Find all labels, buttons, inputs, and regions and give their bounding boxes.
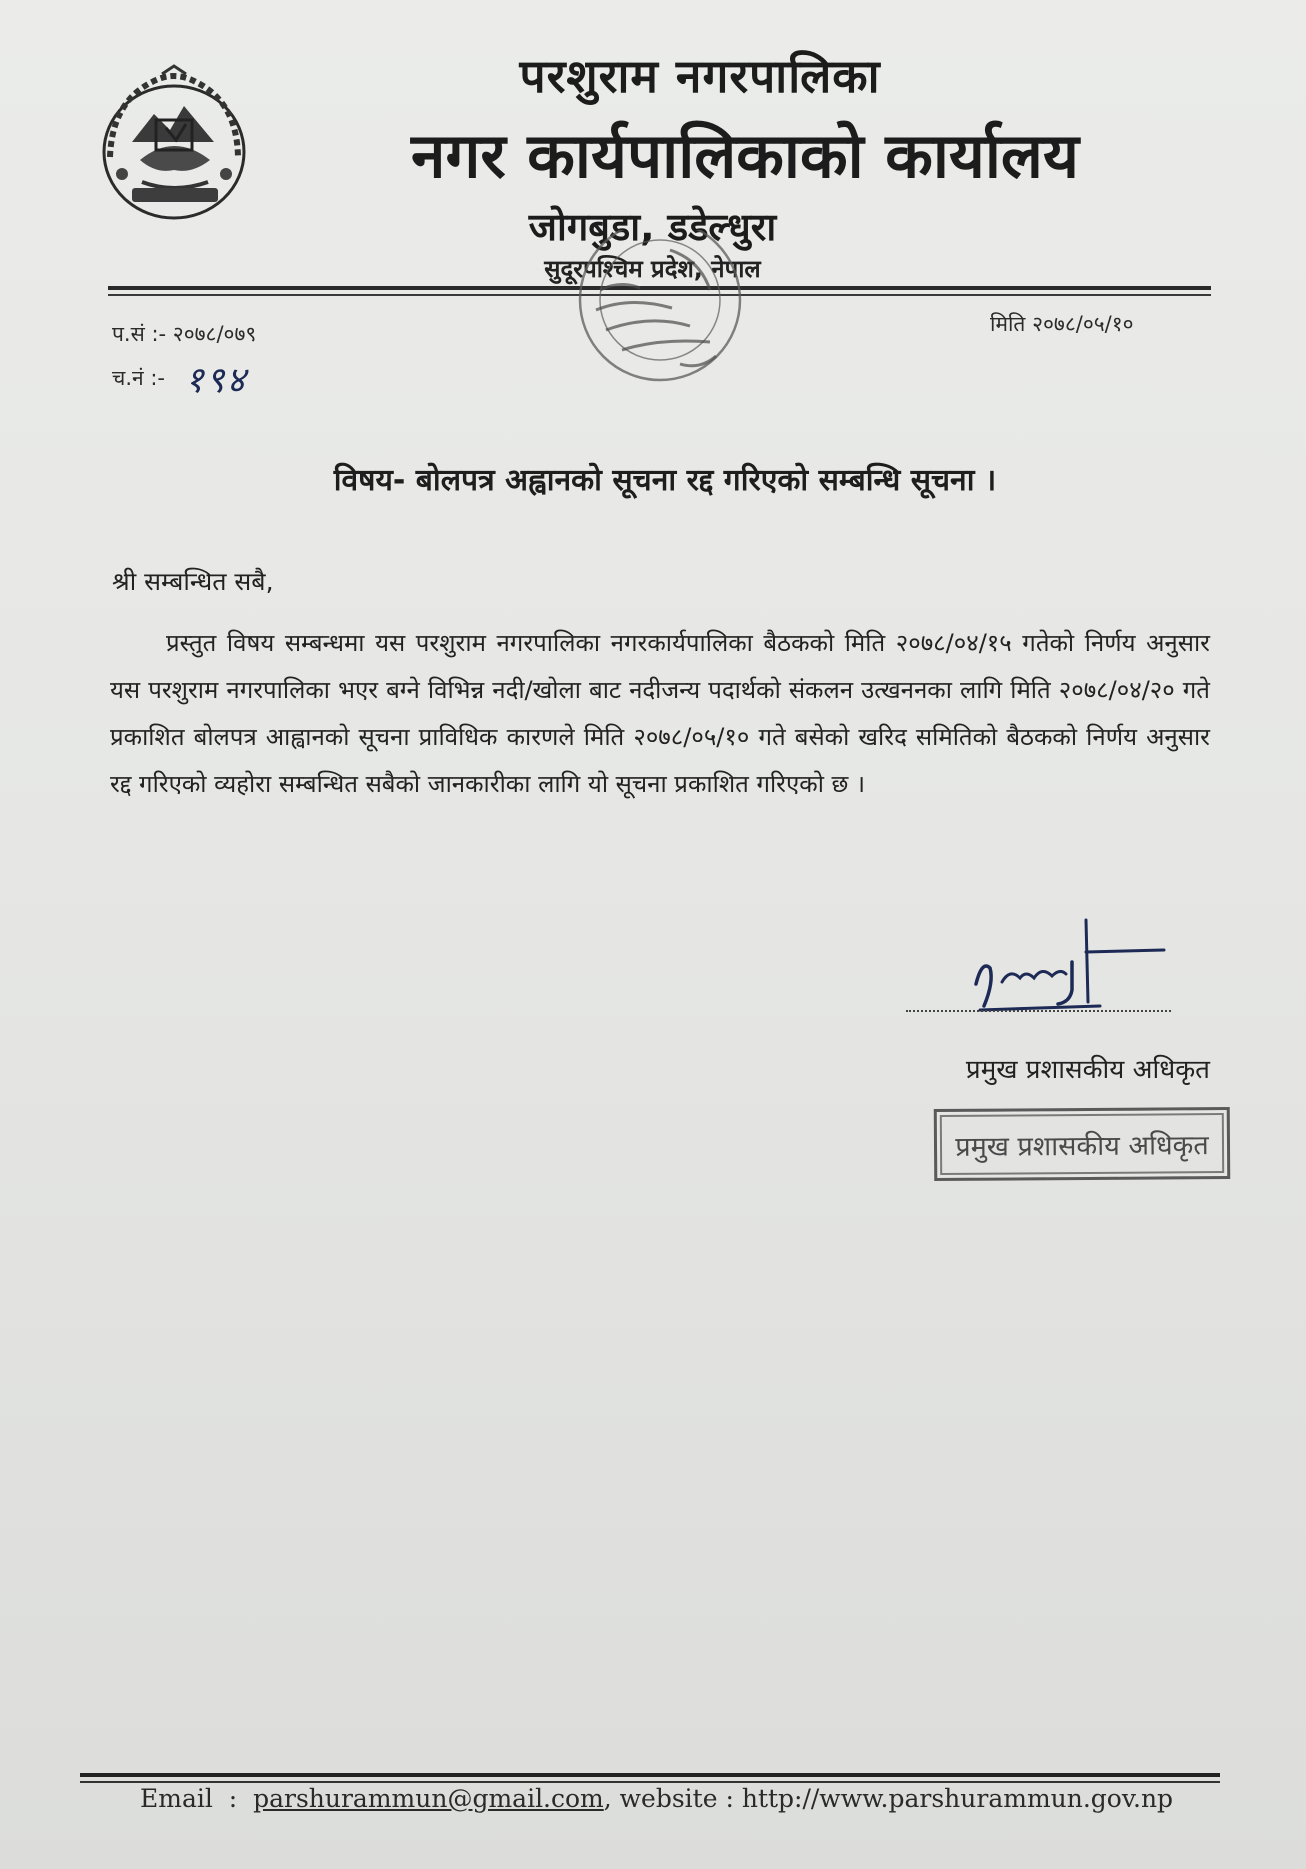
website-link[interactable]: http://www.parshurammun.gov.np xyxy=(741,1784,1174,1813)
footer-rule-thin xyxy=(80,1781,1220,1783)
designation-stamp: प्रमुख प्रशासकीय अधिकृत xyxy=(934,1107,1230,1181)
office-location: जोगबुडा, डडेल्धुरा xyxy=(528,205,777,249)
letter-body: प्रस्तुत विषय सम्बन्धमा यस परशुराम नगरपालिका नगरकार्यपालिका बैठकको मिति २०७८/०४/१५ गतेको निर्णय अनुसार यस परशुराम नगरपालिका भएर बग्ने विभिन्न नदी/खोला बाट नदीजन्य पदार्थको संकलन उत्खननका लागि मिति २०७८/०४/२० गते प्रकाशित बोलपत्र आह्वानको सूचना प्राविधिक कारणले मिति २०७८/०५/१० गते बसेको खरिद समितिको बैठकको निर्णय अनुसार रद्द गरिएको व्यहोरा सम्बन्धित सबैको जानकारीका लागि यो सूचना प्रकाशित गरिएको छ । xyxy=(110,629,1210,798)
footer-contact xyxy=(140,1784,1240,1813)
salutation: श्री सम्बन्धित सबै, xyxy=(112,567,274,596)
office-name: नगर कार्यपालिकाको कार्यालय xyxy=(411,119,1079,192)
signatory-title: प्रमुख प्रशासकीय अधिकृत xyxy=(965,1055,1210,1085)
office-province: सुदूरपश्चिम प्रदेश, नेपाल xyxy=(544,255,761,283)
footer-rule xyxy=(80,1773,1220,1777)
email-label: Email xyxy=(140,1784,213,1813)
email-separator: : xyxy=(220,1784,246,1813)
reference-number: प.सं :- २०७८/०७९ xyxy=(112,322,257,346)
email-link[interactable]: parshurammun@gmail.com xyxy=(253,1784,604,1813)
letter-date: मिति २०७८/०५/१० xyxy=(990,312,1134,336)
dispatch-number-handwritten: १९४ xyxy=(185,360,248,401)
signature-line xyxy=(906,1010,1171,1012)
letter-subject: विषय- बोलपत्र अह्वानको सूचना रद्द गरिएको सम्बन्धि सूचना । xyxy=(333,463,997,498)
website-label: , website : xyxy=(603,1784,742,1813)
signature-icon xyxy=(960,912,1180,1022)
dispatch-number-label: च.नं :- xyxy=(112,366,165,390)
municipality-name: परशुराम नगरपालिका xyxy=(519,49,881,103)
nepal-emblem-icon xyxy=(92,62,257,227)
office-seal-icon xyxy=(560,230,760,400)
